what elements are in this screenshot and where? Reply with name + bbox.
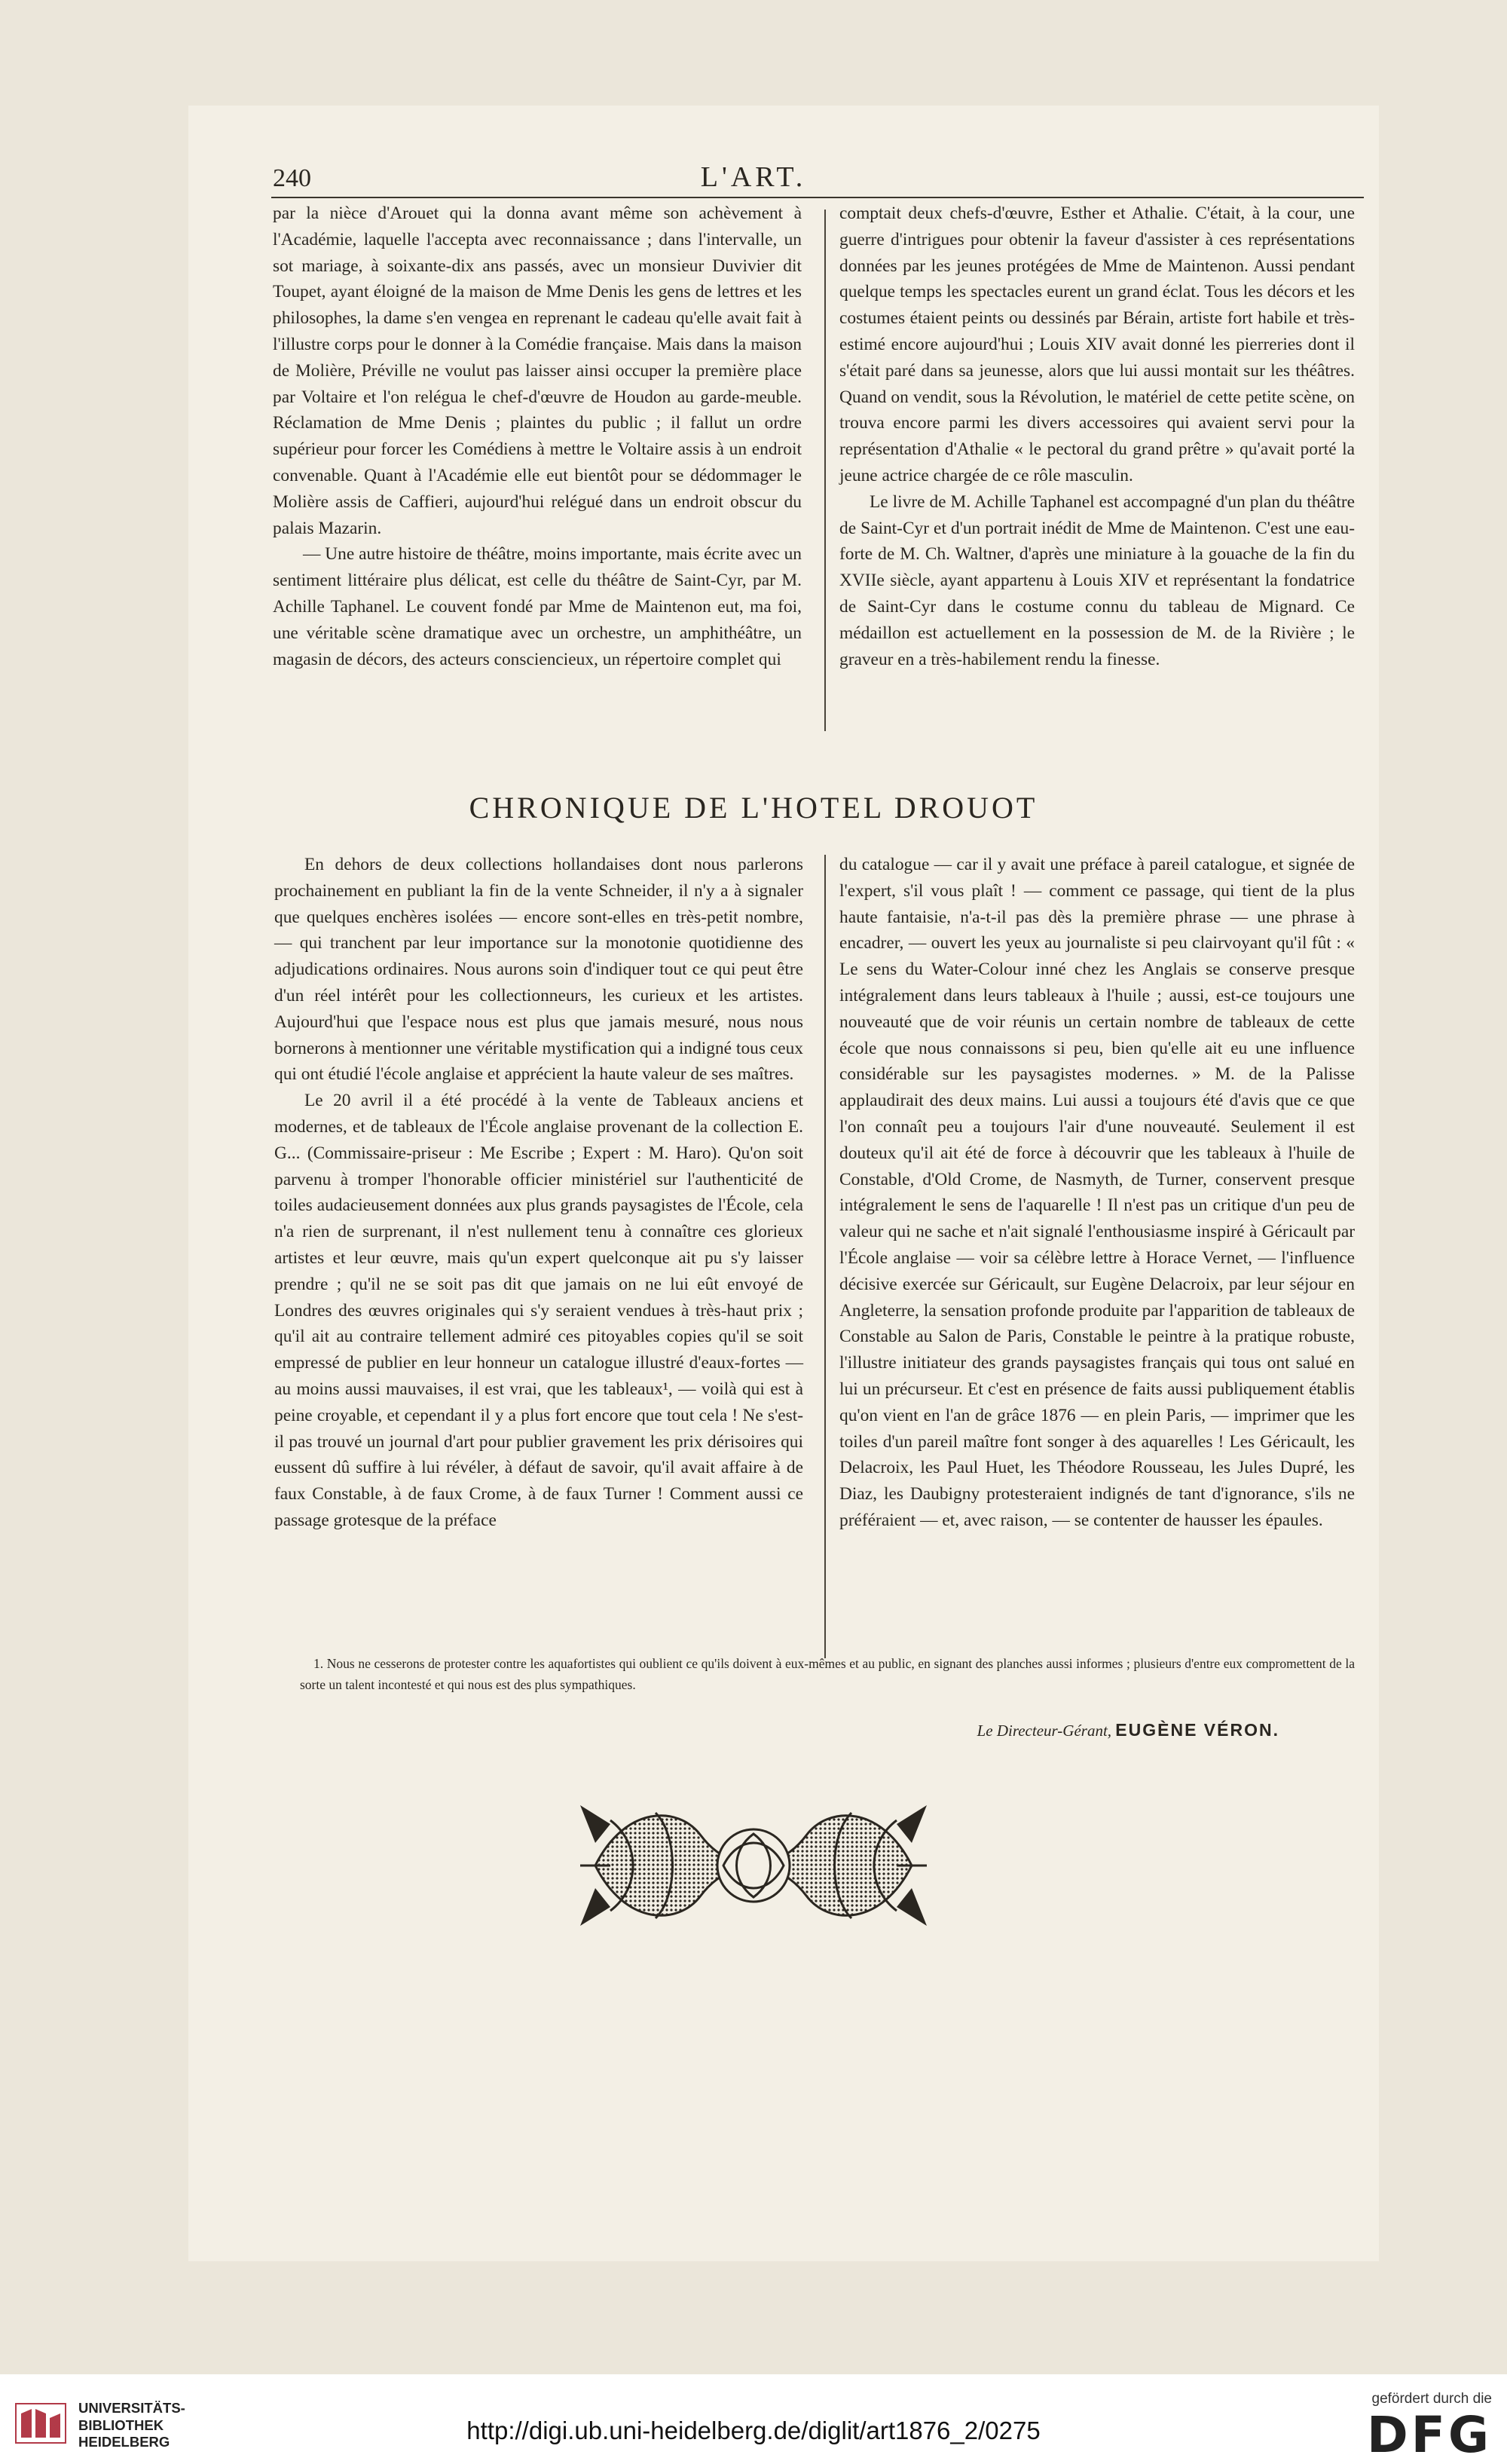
top-left-column xyxy=(273,200,802,672)
signature-name: EUGÈNE VÉRON. xyxy=(1115,1720,1279,1740)
celtic-knot-ornament-icon xyxy=(565,1790,942,1941)
dfg-logo: DFG xyxy=(1366,2406,1492,2464)
paragraph: par la nièce d'Arouet qui la donna avant même son achèvement à l'Académie, laquelle l'accepta avec reconnaissance ; dans l'intervalle, un sot mariage, à soixante-dix ans passés, avec un monsieur Duvivier dit Toupet, ayant éloigné de la maison de Mme Denis les gens de lettres et les philosophes, la dame s'en vengea en reprenant le cadeau qu'elle avait fait à l'illustre corps pour le donner à la Comédie française. Mais dans la maison de Molière, Préville ne voulut pas laisser ainsi occuper la première place par Voltaire et l'on relégua le chef-d'œuvre de Houdon au garde-meuble. Réclamation de Mme Denis ; plaintes du public ; il fallut un ordre supérieur pour forcer les Comédiens à mettre le Voltaire assis à un endroit convenable. Quant à l'Académie elle eut bientôt pour se dédommager le Molière assis de Caffieri, aujourd'hui relégué dans un endroit obscur du palais Mazarin. xyxy=(273,204,802,538)
running-title: L'ART. xyxy=(700,161,807,193)
footnote: 1. Nous ne cesserons de protester contre les aquafortistes qui oublient ce qu'ils doivent à eux-mêmes et au public, en signant des planches aussi informes ; plusieurs d'entre eux compromettent de la sorte un talent incontesté et qui nous est des plus sympathiques. xyxy=(300,1656,1355,1692)
column-divider xyxy=(824,210,826,731)
signature-role: Le Directeur-Gérant, xyxy=(977,1722,1112,1740)
library-name: UNIVERSITÄTS- BIBLIOTHEK HEIDELBERG xyxy=(78,2400,185,2450)
section-title: CHRONIQUE DE L'HOTEL DROUOT xyxy=(469,791,1038,825)
bottom-right-column xyxy=(839,852,1355,1534)
funded-by-text: gefördert durch die xyxy=(1371,2391,1492,2407)
paragraph: du catalogue — car il y avait une préface à pareil catalogue, et signée de l'expert, s'il vous plaît ! — comment ce passage, qui tient de la plus haute fantaisie, n'a-t-il pas dès la première phrase — une phrase à encadrer, — ouvert les yeux au journaliste si peu clairvoyant qu'il fût : « Le sens du Water-Colour inné chez les Anglais se conserve presque intégralement dans leurs tableaux à l'huile ; aussi, est-ce toujours une nouveauté que de voir réunis un certain nombre de tableaux de cette école que nous connaissons si peu, bien qu'elle ait eu une influence considérable sur les paysagistes modernes. » M. de la Palisse applaudirait des deux mains. Lui aussi a toujours été d'avis que ce que l'on connaît peu a toujours l'air d'une nouveauté. Seulement il est douteux qu'il ait été de force à découvrir que les tableaux à l'huile de Constable, d'Old Crome, de Nasmyth, de Turner, conservent presque intégralement le sens de l'aquarelle ! Il n'est pas un critique d'un peu de valeur qui ne sache et n'ait signalé l'enthousiasme inspiré à Géricault par l'École anglaise — voir sa célèbre lettre à Horace Vernet, — l'influence décisive exercée sur Géricault, sur Eugène Delacroix, par leur séjour en Angleterre, la sensation profonde produite par l'apparition de tableaux de Constable au Salon de Paris, Constable le peintre à la pratique robuste, l'illustre initiateur des grands paysagistes français qui tous ont salué en lui un précurseur. Et c'est en présence de faits aussi publiquement établis qu'on vient en l'an de grâce 1876 — en plein Paris, — imprimer que les toiles d'un pareil maître font songer à des aquarelles ! Les Géricault, les Delacroix, les Paul Huet, les Théodore Rousseau, les Jules Dupré, les Diaz, les Daubigny protesteraient indignés de tant d'ignorance, s'ils ne préféraient — et, avec raison, — se contenter de hausser les épaules. xyxy=(839,855,1355,1530)
paragraph: comptait deux chefs-d'œuvre, Esther et Athalie. C'était, à la cour, une guerre d'intrigues pour obtenir la faveur d'assister à ces représentations données par les jeunes protégées de Mme de Maintenon. Aussi pendant quelque temps les spectacles eurent un grand éclat. Tous les décors et les costumes étaient peints ou dessinés par Bérain, artiste fort habile et très-estimé encore aujourd'hui ; Louis XIV avait donné les pierreries dont il s'était paré dans sa jeunesse, alors que lui aussi montait sur les théâtres. Quand on vendit, sous la Révolution, le matériel de cette petite scène, on trouva encore parmi les divers accessoires qui avaient servi pour la représentation d'Athalie « le pectoral du grand prêtre » qu'avait porté la jeune actrice chargée de ce rôle masculin. xyxy=(839,204,1355,485)
header-rule xyxy=(271,197,1364,198)
top-right-column xyxy=(839,200,1355,672)
paragraph: En dehors de deux collections hollandaises dont nous parlerons prochainement en publiant la fin de la vente Schneider, il n'y a à signaler que quelques enchères isolées — encore sont-elles en très-petit nombre, — qui tranchent par leur importance sur la monotonie quotidienne des adjudications ordinaires. Nous aurons soin d'indiquer tout ce qui peut être d'un réel intérêt pour les collectionneurs, les curieux et les artistes. Aujourd'hui que l'espace nous est plus que jamais mesuré, nous nous bornerons à mentionner une véritable mystification qui a indigné tous ceux qui ont étudié l'école anglaise et apprécient la haute valeur de ses maîtres. xyxy=(274,855,803,1085)
column-divider xyxy=(824,855,826,1658)
bottom-left-column xyxy=(274,852,803,1534)
source-url-link[interactable]: http://digi.ub.uni-heidelberg.de/diglit/art1876_2/0275 xyxy=(466,2417,1041,2444)
paragraph: — Une autre histoire de théâtre, moins importante, mais écrite avec un sentiment littéraire plus délicat, est celle du théâtre de Saint-Cyr, par M. Achille Taphanel. Le couvent fondé par Mme de Maintenon eut, ma foi, une véritable scène dramatique avec un orchestre, un amphithéâtre, un magasin de décors, des acteurs consciencieux, un répertoire complet qui xyxy=(273,544,802,669)
paragraph: Le livre de M. Achille Taphanel est accompagné d'un plan du théâtre de Saint-Cyr et d'un portrait inédit de Mme de Maintenon. C'est une eau-forte de M. Ch. Waltner, d'après une miniature à la gouache de la fin du XVIIe siècle, ayant appartenu à Louis XIV et représentant la fondatrice de Saint-Cyr dans le costume connu du tableau de Mignard. Ce médaillon est actuellement en la possession de M. de la Rivière ; le graveur en a très-habilement rendu la finesse. xyxy=(839,491,1355,669)
paragraph: Le 20 avril il a été procédé à la vente de Tableaux anciens et modernes, et de tableaux de l'École anglaise provenant de la collection E. G... (Commissaire-priseur : Me Escribe ; Expert : M. Haro). Qu'on soit parvenu à tromper l'honorable officier ministériel sur l'authenticité de toiles audacieusement données aux plus grands paysagistes de l'École, cela n'a rien de surprenant, il n'est nullement tenu à connaître ces glorieux artistes et leur œuvre, mais qu'un expert quelconque ait pu s'y laisser prendre ; qu'il ne se soit pas dit que jamais on ne lui eût envoyé de Londres des œuvres originales qui s'y seraient vendues à très-haut prix ; qu'il ait au contraire tellement admiré ces pitoyables copies qu'il se soit empressé de publier en leur honneur un catalogue illustré d'eaux-fortes — au moins aussi mauvaises, il est vrai, que les tableaux¹, — voilà qui est à peine croyable, et cependant il y a plus fort encore que tout cela ! Ne s'est-il pas trouvé un journal d'art pour publier gravement les prix dérisoires qui eussent dû suffire à lui révéler, à défaut de savoir, qu'il avait affaire à de faux Constable, à de faux Crome, à de faux Turner ! Comment aussi ce passage grotesque de la préface xyxy=(274,1091,803,1530)
signature xyxy=(829,1720,1279,1740)
page-number: 240 xyxy=(273,164,311,192)
